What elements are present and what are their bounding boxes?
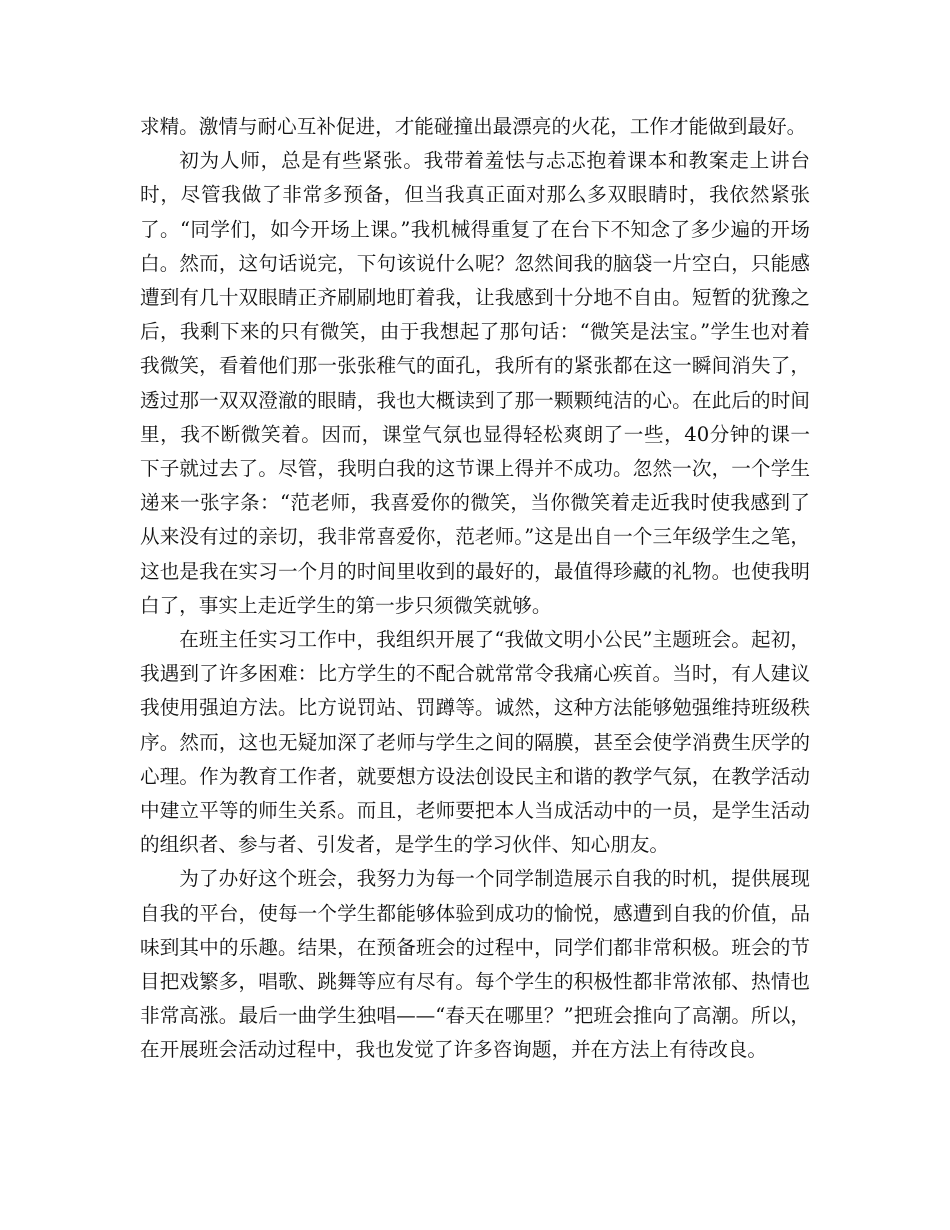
paragraph-class-meeting: 在班主任实习工作中，我组织开展了“我做文明小公民”主题班会。起初，我遇到了许多困难：比方学生的不配合就常常令我痛心疾首。当时，有人建议我使用强迫方法。比方说罚站、罚蹲等。诚然，这种方法能够勉强维持班级秩序。然而，这也无疑加深了老师与学生之间的隔膜，甚至会使学消费生厌学的心理。作为教育工作者，就要想方设法创设民主和谐的教学气氛，在教学活动中建立平等的师生关系。而且，老师要把本人当成活动中的一员，是学生活动的组织者、参与者、引发者，是学生的学习伙伴、知心朋友。 [140,628,810,857]
paragraph-meeting-preparation: 为了办好这个班会，我努力为每一个同学制造展示自我的时机，提供展现自我的平台，使每一个学生都能够体验到成功的愉悦，感遭到自我的价值，品味到其中的乐趣。结果，在预备班会的过程中，同学们都非常积极。班会的节目把戏繁多，唱歌、跳舞等应有尽有。每个学生的积极性都非常浓郁、热情也非常高涨。最后一曲学生独唱——“春天在哪里？”把班会推向了高潮。所以，在开展班会活动过程中，我也发觉了许多咨询题，并在方法上有待改良。 [140,867,810,1062]
paragraph-continuation: 求精。激情与耐心互补促进，才能碰撞出最漂亮的火花，工作才能做到最好。 [140,115,807,138]
document-body [140,110,810,1068]
paragraph-first-lesson: 初为人师，总是有些紧张。我带着羞怯与忐忑抱着课本和教案走上讲台时，尽管我做了非常多预备，但当我真正面对那么多双眼睛时，我依然紧张了。“同学们，如今开场上课。”我机械得重复了在台下不知念了多少遍的开场白。然而，这句话说完，下句该说什么呢？忽然间我的脑袋一片空白，只能感遭到有几十双眼睛正齐刷刷地盯着我，让我感到十分地不自由。短暂的犹豫之后，我剩下来的只有微笑，由于我想起了那句话：“微笑是法宝。”学生也对着我微笑，看着他们那一张张稚气的面孔，我所有的紧张都在这一瞬间消失了，透过那一双双澄澈的眼睛，我也大概读到了那一颗颗纯洁的心。在此后的时间里，我不断微笑着。因而，课堂气氛也显得轻松爽朗了一些，40分钟的课一下子就过去了。尽管，我明白我的这节课上得并不成功。忽然一次，一个学生递来一张字条：“范老师，我喜爱你的微笑，当你微笑着走近我时使我感到了从来没有过的亲切，我非常喜爱你，范老师。”这是出自一个三年级学生之笔，这也是我在实习一个月的时间里收到的最好的，最值得珍藏的礼物。也使我明白了，事实上走近学生的第一步只须微笑就够。 [140,149,810,617]
